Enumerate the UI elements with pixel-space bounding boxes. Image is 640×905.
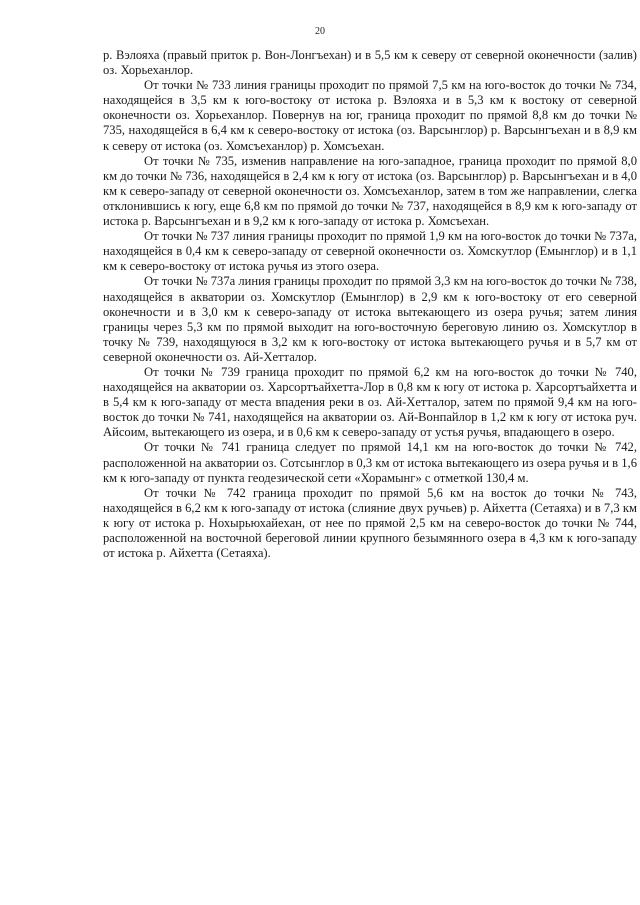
paragraph-point-733: От точки № 733 линия границы проходит по прямой 7,5 км на юго-восток до точки № 734, находящейся в 3,5 км к юго-востоку от истока р. Вэлояха и в 5,3 км к востоку от северной оконечности оз. Хорьеханлор. Повернув на юг, граница проходит по прямой 8,8 км до точки № 735, находящейся в 6,4 км к северо-востоку от истока (оз. Варсынглор) р. Варсынгъехан и в 8,9 км к северу от истока (оз. Хомсъеханлор) р. Хомсъехан. bbox=[103, 78, 637, 153]
page-number: 20 bbox=[315, 26, 325, 37]
paragraph-point-739: От точки № 739 граница проходит по прямой 6,2 км на юго-восток до точки № 740, находящейся на акватории оз. Харсортъайхетта-Лор в 0,8 км к югу от истока р. Харсортъайхетта и в 5,4 км к юго-западу от места впадения реки в оз. Ай-Хетталор, затем по прямой 9,4 км на юго-восток до точки № 741, находящейся на акватории оз. Ай-Вонпайлор в 1,2 км к югу от истока руч. Айсоим, вытекающего из озера, и в 0,6 км к северо-западу от устья ручья, впадающего в озеро. bbox=[103, 364, 637, 440]
paragraph-point-742: От точки № 742 граница проходит по прямой 5,6 км на восток до точки № 743, находящейся в 6,2 км к юго-западу от истока (слияние двух ручьев) р. Айхетта (Сетаяха) и в 7,3 км к югу от истока р. Нохырьюхайехан, от нее по прямой 2,5 км на северо-восток до точки № 744, расположенной на восточной береговой линии крупного безымянного озера в 4,3 км к юго-западу от истока р. Айхетта (Сетаяха). bbox=[103, 485, 637, 561]
paragraph-point-737a: От точки № 737а линия границы проходит по прямой 3,3 км на юго-восток до точки № 738, находящейся в акватории оз. Хомскутлор (Емынглор) в 2,9 км к юго-востоку от его северной оконечности и в 3,0 км к северо-западу от истока вытекающего из озера ручья; затем линия границы через 5,3 км по прямой выходит на юго-восточную береговую линию оз. Хомскутлор в точку № 739, находящуюся в 3,2 км к юго-востоку от истока вытекающего ручья и в 5,7 км от северной оконечности оз. Ай-Хетталор. bbox=[103, 274, 637, 364]
paragraph-point-735: От точки № 735, изменив направление на юго-западное, граница проходит по прямой 8,0 км до точки № 736, находящейся в 2,4 км к югу от истока (оз. Варсынглор) р. Варсынгъехан и в 4,0 км к северо-западу от северной оконечности оз. Хомсъеханлор, затем в том же направлении, слегка отклонившись к югу, еще 6,8 км по прямой до точки № 737, находящейся в 8,9 км к юго-западу от истока р. Варсынгъехан и в 9,2 км к юго-западу от истока р. Хомсъехан. bbox=[103, 153, 637, 229]
paragraph-continuation: р. Вэлояха (правый приток р. Вон-Лонгъехан) и в 5,5 км к северу от северной оконечности (залив) оз. Хорьеханлор. bbox=[103, 48, 637, 78]
paragraph-point-737: От точки № 737 линия границы проходит по прямой 1,9 км на юго-восток до точки № 737а, находящейся в 0,4 км к северо-западу от северной оконечности оз. Хомскутлор (Емынглор) и в 1,1 км к северо-востоку от истока ручья из этого озера. bbox=[103, 229, 637, 274]
paragraph-point-741: От точки № 741 граница следует по прямой 14,1 км на юго-восток до точки № 742, расположенной на акватории оз. Сотсынглор в 0,3 км от истока вытекающего из озера ручья и в 1,6 км к юго-западу от пункта геодезической сети «Хорамынг» с отметкой 130,4 м. bbox=[103, 440, 637, 485]
document-body bbox=[103, 48, 637, 561]
